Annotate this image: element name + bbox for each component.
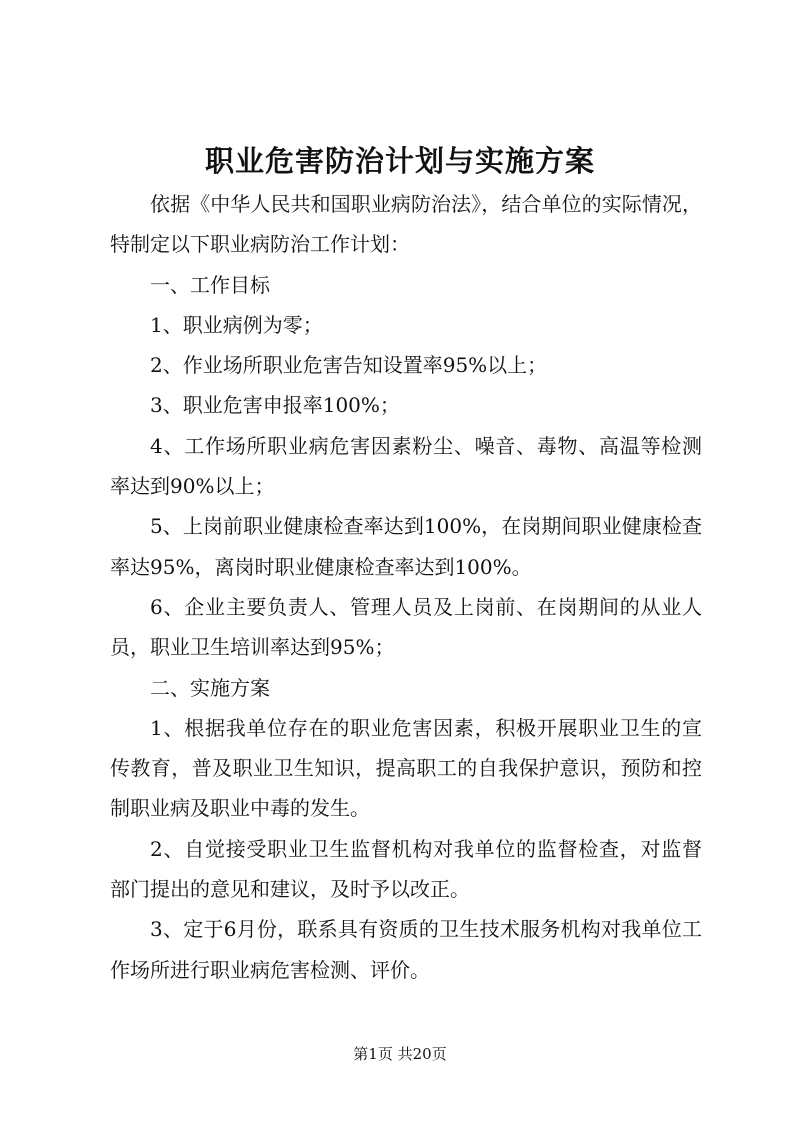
list-item: 4、工作场所职业病危害因素粉尘、噪音、毒物、高温等检测率达到90%以上； (110, 433, 702, 499)
document-title: 职业危害防治计划与实施方案 (204, 144, 595, 178)
page-footer: 第1页 共20页 (353, 1045, 447, 1063)
list-item: 2、自觉接受职业卫生监督机构对我单位的监督检查，对监督部门提出的意见和建议，及时予以改正。 (110, 836, 702, 902)
list-item: 1、职业病例为零； (150, 312, 323, 337)
section-heading: 一、工作目标 (150, 272, 270, 297)
list-item: 3、职业危害申报率100%； (150, 393, 400, 418)
list-item: 5、上岗前职业健康检查率达到100%，在岗期间职业健康检查率达95%，离岗时职业健康检查率达到100%。 (110, 514, 702, 579)
list-item: 1、根据我单位存在的职业危害因素，积极开展职业卫生的宣传教育，普及职业卫生知识，提高职工的自我保护意识，预防和控制职业病及职业中毒的发生。 (110, 715, 702, 821)
document-body (110, 184, 702, 990)
paragraph: 依据《中华人民共和国职业病防治法》，结合单位的实际情况，特制定以下职业病防治工作计划： (110, 192, 702, 257)
section-heading: 二、实施方案 (150, 675, 270, 700)
list-item: 2、作业场所职业危害告知设置率95%以上； (150, 353, 548, 378)
list-item: 3、定于6月份，联系具有资质的卫生技术服务机构对我单位工作场所进行职业病危害检测、评价。 (110, 917, 702, 982)
list-item: 6、企业主要负责人、管理人员及上岗前、在岗期间的从业人员，职业卫生培训率达到95%； (110, 594, 702, 660)
